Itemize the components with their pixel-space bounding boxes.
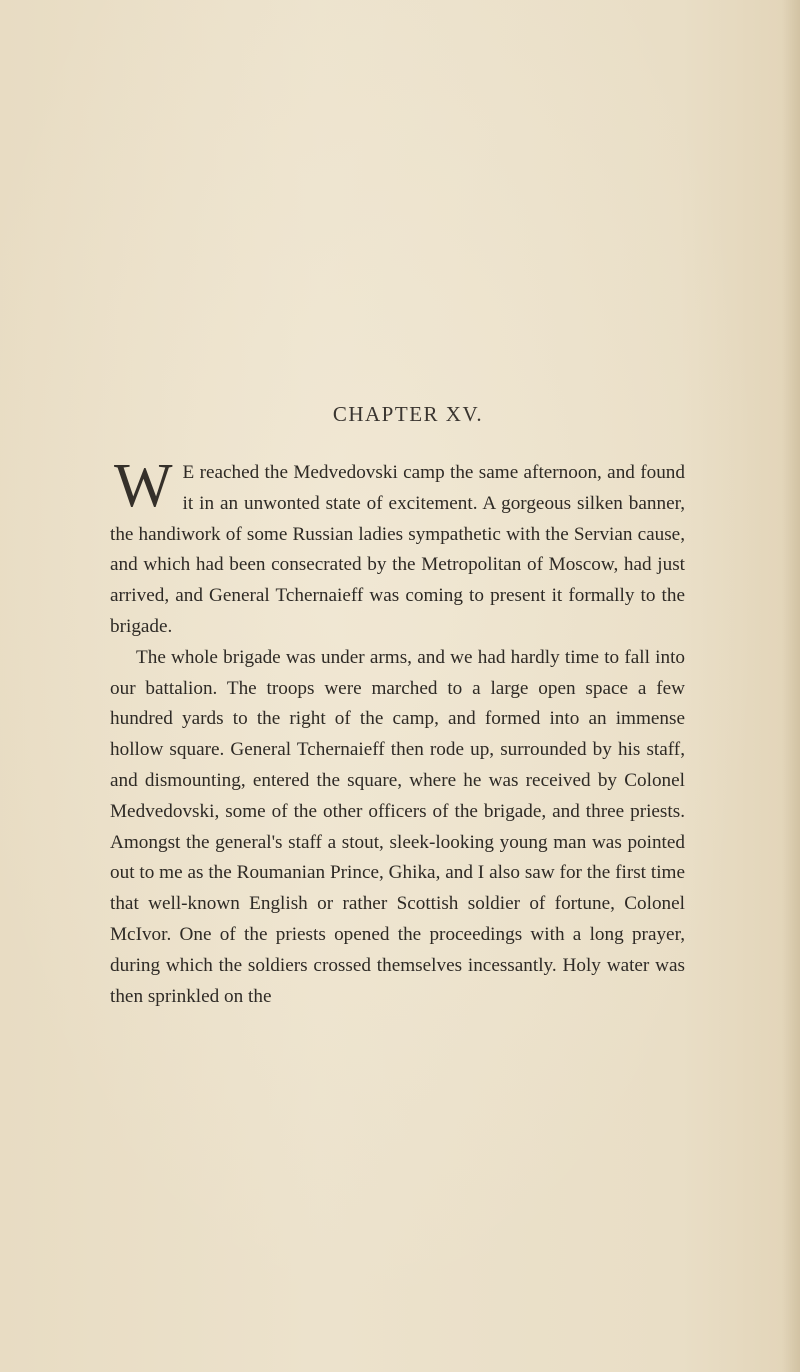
paragraph-1-text: E reached the Medvedovski camp the same afternoon, and found it in an unwonted state of excitement. A gorgeous silken banner, the handiwork of some Russian ladies sympathetic with the Servian cause, and which had been consecrated by the Metropolitan of Moscow, had just arrived, and General Tchernaieff was coming to present it formally to the brigade. bbox=[110, 462, 685, 637]
chapter-title: CHAPTER XV. bbox=[332, 402, 484, 426]
paragraph-1 bbox=[110, 452, 685, 643]
page-edge-shadow bbox=[782, 0, 800, 1372]
drop-cap: W bbox=[114, 452, 173, 520]
paragraph-2: The whole brigade was under arms, and we had hardly time to fall into our battalion. The troops were marched to a large open space a few hundred yards to the right of the camp, and formed into an immense hollow square. General Tchernaieff then rode up, surrounded by his staff, and dismounting, entered the square, where he was received by Colonel Medvedovski, some of the other officers of the brigade, and three priests. Amongst the general's staff a stout, sleek-looking young man was pointed out to me as the Roumanian Prince, Ghika, and I also saw for the first time that well-known English or rather Scottish soldier of fortune, Colonel McIvor. One of the priests opened the proceedings with a long prayer, during which the soldiers crossed themselves incessantly. Holy water was then sprinkled on the bbox=[110, 646, 685, 1007]
body-text bbox=[110, 452, 685, 1012]
